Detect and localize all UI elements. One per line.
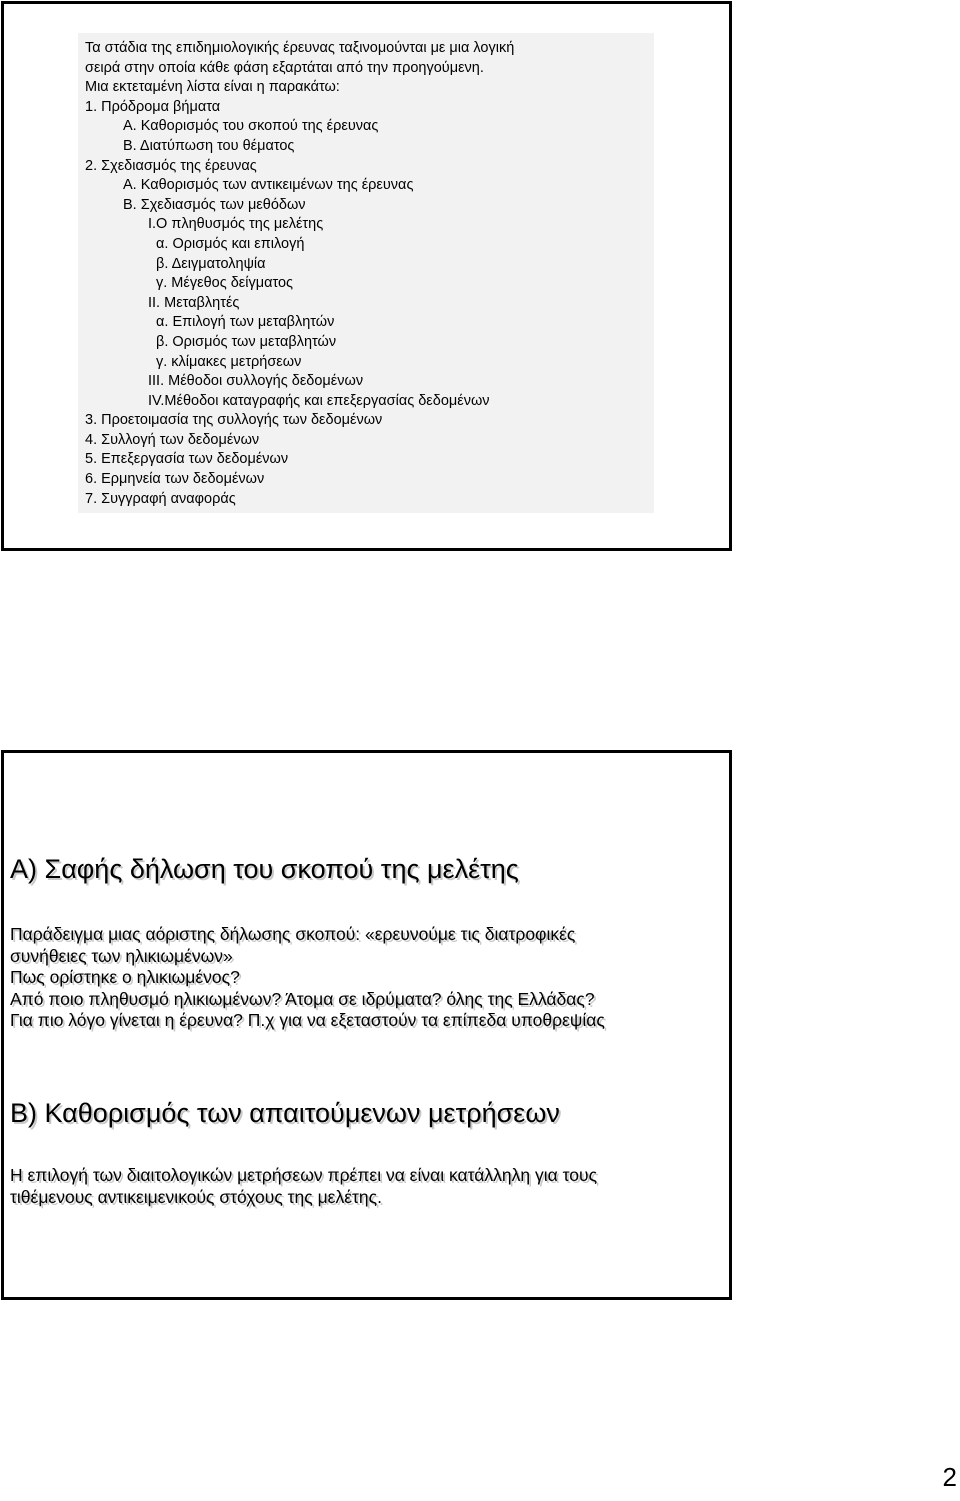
section-b-body	[10, 1165, 725, 1208]
outline-item: 7. Συγγραφή αναφοράς	[85, 490, 236, 507]
outline-item: 6. Ερμηνεία των δεδομένων	[85, 471, 265, 488]
outline-item: 1. Πρόδρομα βήματα	[85, 98, 221, 115]
outline-box	[78, 33, 654, 513]
body-line: τιθέμενους αντικειμενικούς στόχους της μελέτης.	[10, 1186, 382, 1207]
outline-item: Α. Καθορισμός του σκοπού της έρευνας	[123, 118, 379, 135]
outline-item: 5. Επεξεργασία των δεδομένων	[85, 451, 289, 468]
body-line: Η επιλογή των διαιτολογικών μετρήσεων πρέπει να είναι κατάλληλη για τους	[10, 1165, 598, 1185]
outline-item: α. Επιλογή των μεταβλητών	[156, 314, 335, 331]
outline-item: β. Ορισμός των μεταβλητών	[156, 333, 337, 350]
outline-item: III. Μέθοδοι συλλογής δεδομένων	[148, 373, 364, 390]
outline-item: II. Μεταβλητές	[148, 294, 240, 311]
outline-item: Α. Καθορισμός των αντικειμένων της έρευνας	[123, 177, 414, 194]
outline-item: β. Δειγματοληψία	[156, 255, 266, 272]
outline-item: γ. Μέγεθος δείγματος	[156, 275, 294, 292]
outline-item: IV.Μέθοδοι καταγραφής και επεξεργασίας δεδομένων	[148, 392, 490, 409]
body-line: Από ποιο πληθυσμό ηλικιωμένων? Άτομα σε ιδρύματα? όλης της Ελλάδας?	[10, 988, 595, 1009]
outline-item: 4. Συλλογή των δεδομένων	[85, 431, 260, 448]
body-line: Πως ορίστηκε ο ηλικιωμένος?	[10, 967, 240, 988]
outline-item: 3. Προετοιμασία της συλλογής των δεδομένων	[85, 412, 383, 429]
outline-item: I.Ο πληθυσμός της μελέτης	[148, 216, 324, 233]
body-line: συνήθειες των ηλικιωμένων»	[10, 945, 233, 966]
intro-line: σειρά στην οποία κάθε φάση εξαρτάται από την προηγούμενη.	[85, 59, 484, 76]
section-a-body	[10, 924, 725, 1032]
slide-1	[1, 1, 732, 551]
outline-item: 2. Σχεδιασμός της έρευνας	[85, 157, 257, 174]
body-line: Για πιο λόγο γίνεται η έρευνα? Π.χ για να εξεταστούν τα επίπεδα υποθρεψίας	[10, 1010, 605, 1031]
intro-line: Τα στάδια της επιδημιολογικής έρευνας ταξινομούνται με μια λογική	[85, 40, 515, 56]
page-number: 2	[942, 1462, 957, 1492]
intro-line: Μια εκτεταμένη λίστα είναι η παρακάτω:	[85, 79, 340, 96]
section-a-title: Α) Σαφής δήλωση του σκοπού της μελέτης	[10, 854, 519, 884]
body-line: Παράδειγμα μιας αόριστης δήλωσης σκοπού: «ερευνούμε τις διατροφικές	[10, 924, 576, 944]
outline-item: Β. Διατύπωση του θέματος	[123, 137, 295, 154]
section-b-title: Β) Καθορισμός των απαιτούμενων μετρήσεων	[10, 1098, 560, 1128]
outline-item: Β. Σχεδιασμός των μεθόδων	[123, 196, 306, 213]
outline-item: γ. κλίμακες μετρήσεων	[156, 353, 302, 370]
outline-item: α. Ορισμός και επιλογή	[156, 235, 305, 252]
slide-2	[1, 750, 732, 1300]
